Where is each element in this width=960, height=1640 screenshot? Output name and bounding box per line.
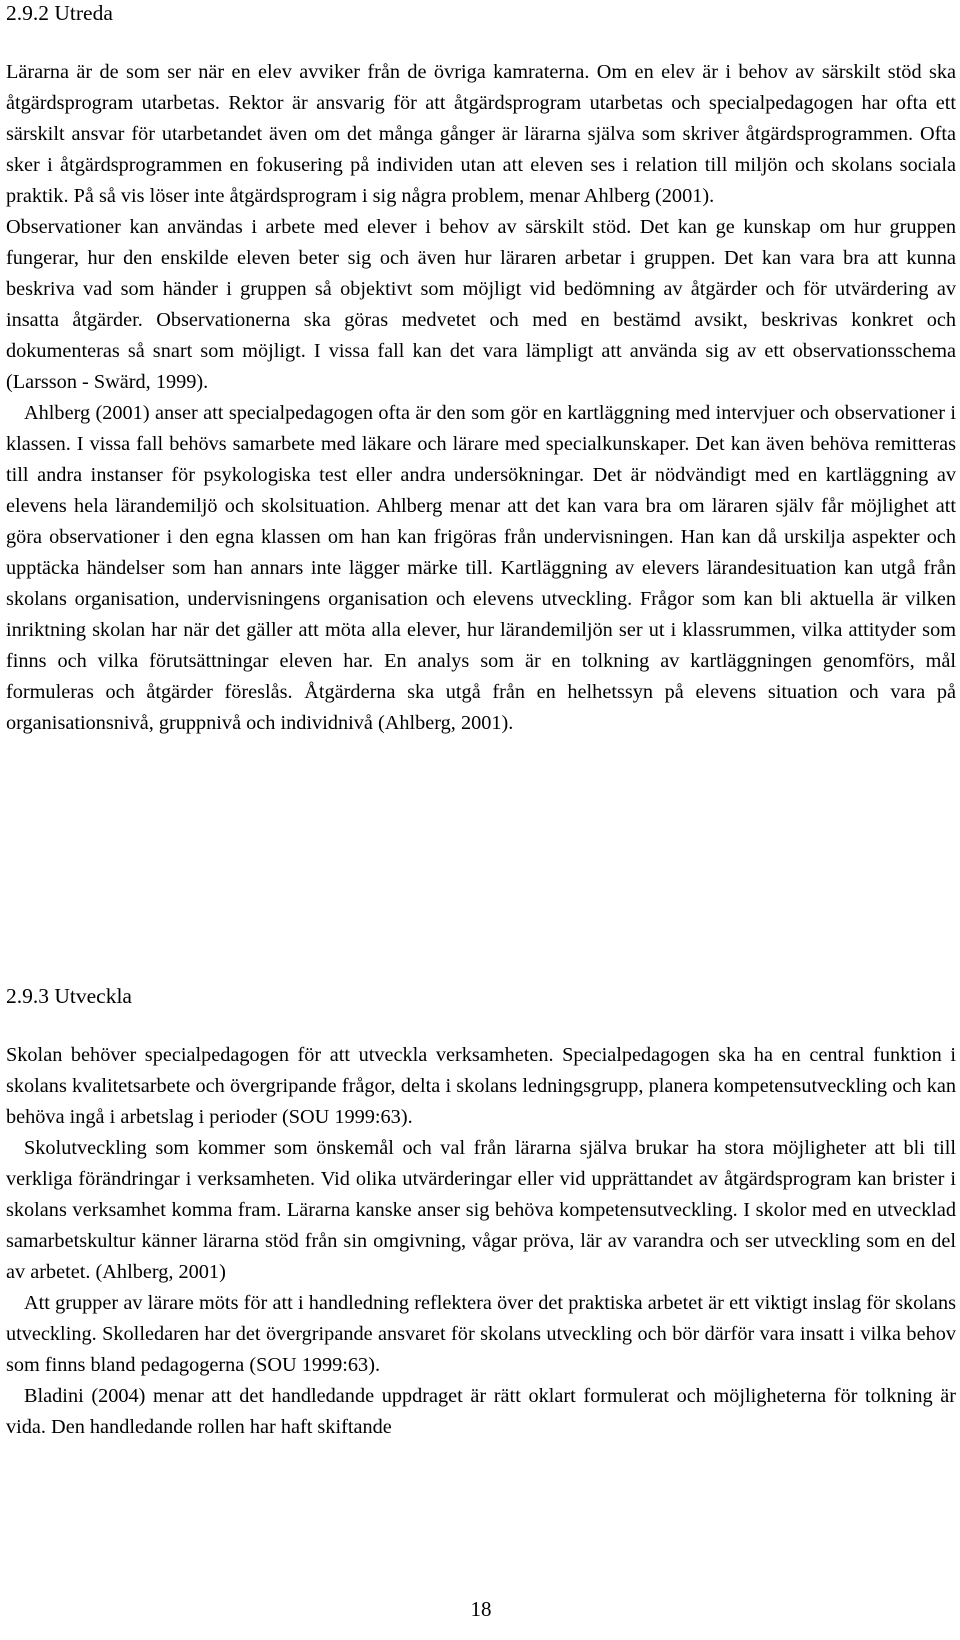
page-number: 18	[470, 1597, 492, 1621]
paragraph: Skolutveckling som kommer som önskemål och val från lärarna själva brukar ha stora möjligheter att bli till verkliga förändringar i verksamheten. Vid olika utvärderingar eller vid upprättandet av åtgärdsprogram kan brister i skolans verksamhet komma fram. Lärarna kanske anser sig behöva kompetensutveckling. I skolor med en utvecklad samarbetskultur känner lärarna stöd från sin omgivning, vågar pröva, lär av varandra och ser utveckling som en del av arbetet. (Ahlberg, 2001)	[6, 1137, 956, 1283]
paragraph: Skolan behöver specialpedagogen för att utveckla verksamheten. Specialpedagogen ska ha en central funktion i skolans kvalitetsarbete och övergripande frågor, delta i skolans ledningsgrupp, planera kompetensutveckling och kan behöva ingå i arbetslag i perioder (SOU 1999:63).	[6, 1044, 956, 1128]
paragraph: Bladini (2004) menar att det handledande uppdraget är rätt oklart formulerat och möjligheterna för tolkning är vida. Den handledande rollen har haft skiftande	[6, 1385, 956, 1438]
paragraph: Observationer kan användas i arbete med elever i behov av särskilt stöd. Det kan ge kunskap om hur gruppen fungerar, hur den enskilde eleven beter sig och även hur läraren arbetar i gruppen. Det kan vara bra att kunna beskriva vad som händer i gruppen så objektivt som möjligt vid bedömning av åtgärder och för utvärdering av insatta åtgärder. Observationerna ska göras medvetet och med en bestämd avsikt, beskrivas konkret och dokumenteras så snart som möjligt. I vissa fall kan det vara lämpligt att använda sig av ett observationsschema (Larsson - Swärd, 1999).	[6, 216, 956, 393]
section-body-utveckla	[6, 1040, 956, 1443]
paragraph: Att grupper av lärare möts för att i handledning reflektera över det praktiska arbetet är ett viktigt inslag för skolans utveckling. Skolledaren har det övergripande ansvaret för skolans utveckling och bör därför vara insatt i vilka behov som finns bland pedagogerna (SOU 1999:63).	[6, 1292, 956, 1376]
section-heading-utreda: 2.9.2 Utreda	[6, 1, 113, 25]
section-body-utreda	[6, 57, 956, 739]
paragraph: Ahlberg (2001) anser att specialpedagogen ofta är den som gör en kartläggning med intervjuer och observationer i klassen. I vissa fall behövs samarbete med läkare och lärare med specialkunskaper. Det kan även behöva remitteras till andra instanser för psykologiska test eller andra undersökningar. Det är nödvändigt med en kartläggning av elevens hela lärandemiljö och skolsituation. Ahlberg menar att det kan vara bra om läraren själv får möjlighet att göra observationer i den egna klassen om han kan frigöras från undervisningen. Han kan då urskilja aspekter och upptäcka händelser som han annars inte lägger märke till. Kartläggning av elevers lärandesituation kan utgå från skolans organisation, undervisningens organisation och elevens utveckling. Frågor som kan bli aktuella är vilken inriktning skolan har när det gäller att möta alla elever, hur lärandemiljön ser ut i klassrummen, vilka attityder som finns och vilka förutsättningar eleven har. En analys som är en tolkning av kartläggningen genomförs, mål formuleras och åtgärder föreslås. Åtgärderna ska utgå från en helhetssyn på elevens situation och vara på organisationsnivå, gruppnivå och individnivå (Ahlberg, 2001).	[6, 402, 956, 734]
section-heading-utveckla: 2.9.3 Utveckla	[6, 984, 132, 1008]
paragraph: Lärarna är de som ser när en elev avviker från de övriga kamraterna. Om en elev är i behov av särskilt stöd ska åtgärdsprogram utarbetas. Rektor är ansvarig för att åtgärdsprogram utarbetas och specialpedagogen har ofta ett särskilt ansvar för utarbetandet även om det många gånger är lärarna själva som skriver åtgärdsprogrammen. Ofta sker i åtgärdsprogrammen en fokusering på individen utan att eleven ses i relation till miljön och skolans sociala praktik. På så vis löser inte åtgärdsprogram i sig några problem, menar Ahlberg (2001).	[6, 61, 956, 207]
